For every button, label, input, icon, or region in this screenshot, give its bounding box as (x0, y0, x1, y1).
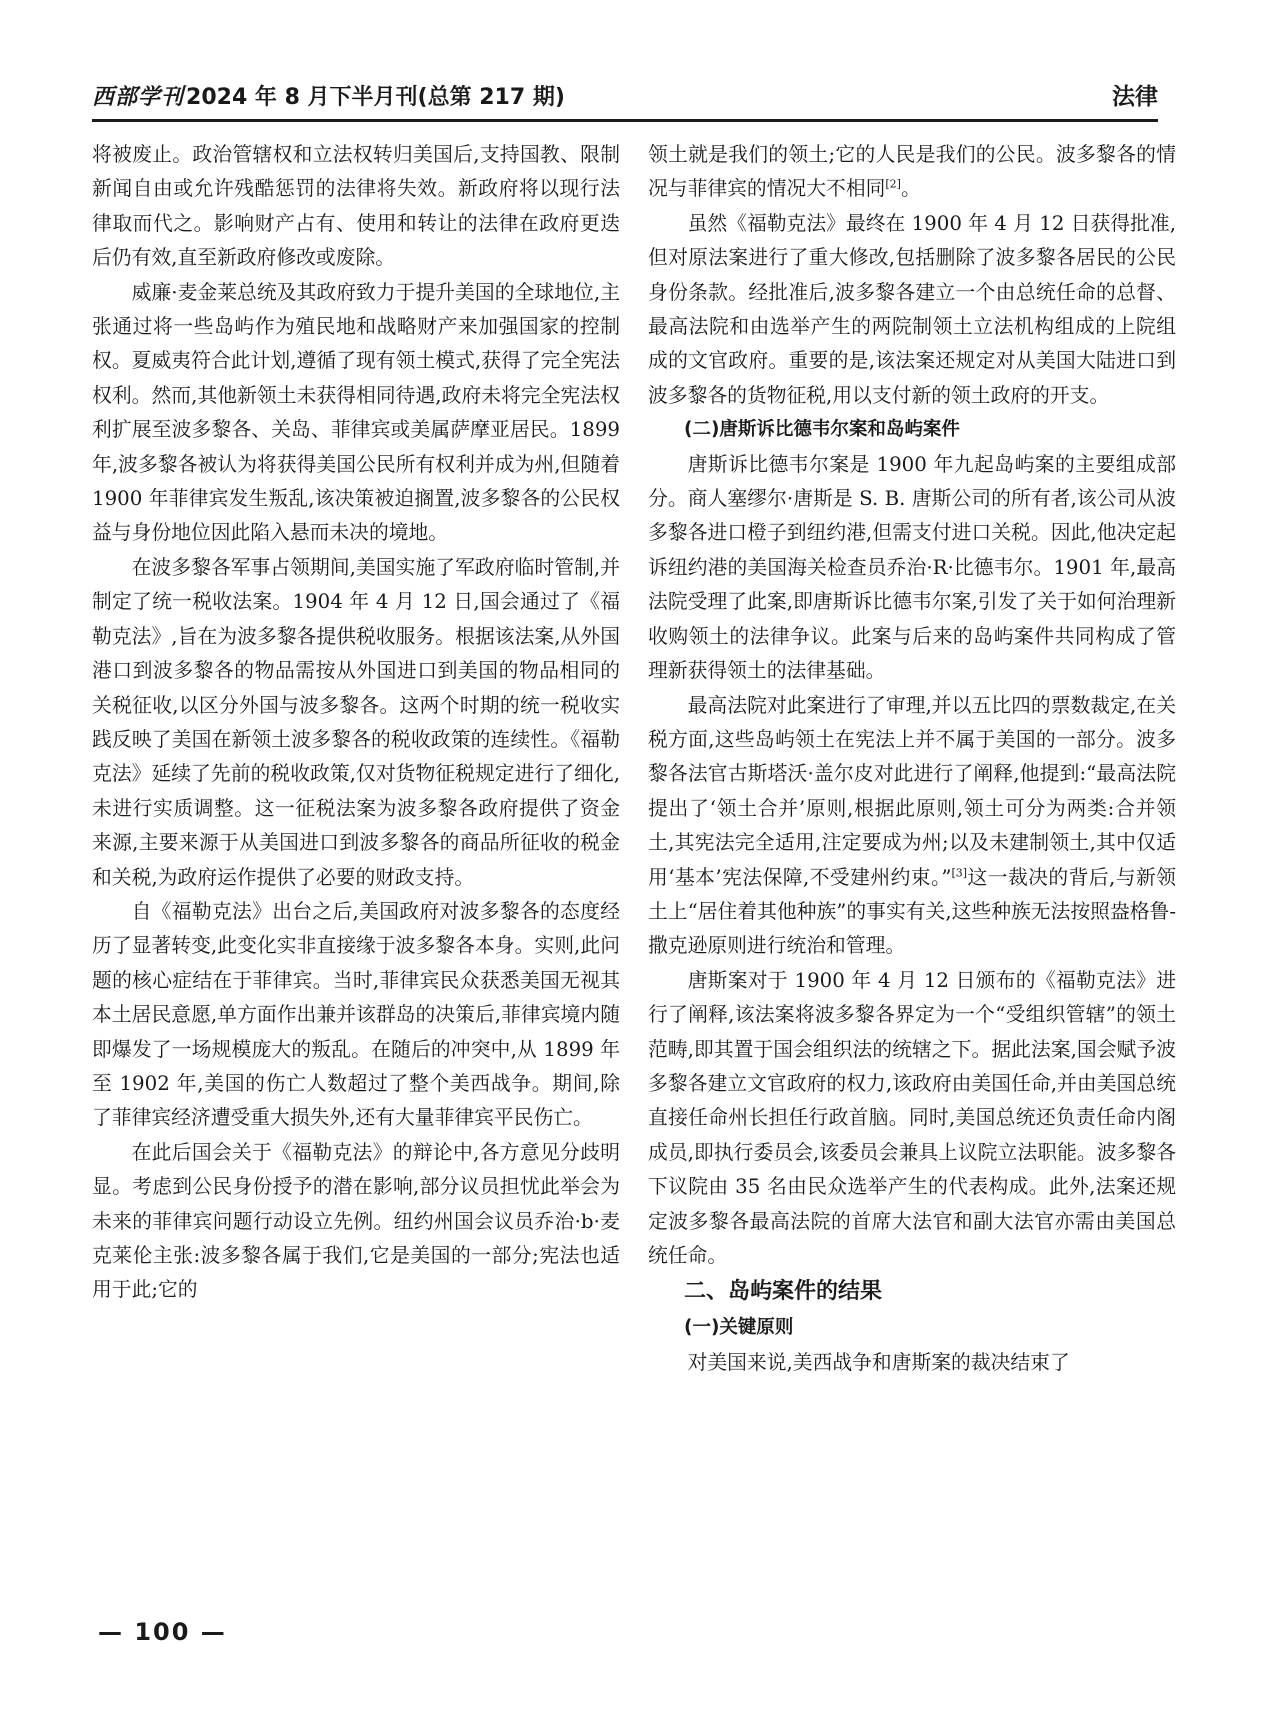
section-heading: 二、岛屿案件的结果 (684, 1279, 883, 1305)
left-column (92, 138, 620, 1308)
page-number: — 100 — (98, 1618, 227, 1646)
journal-masthead (92, 83, 565, 112)
citation: [2] (885, 177, 901, 191)
paragraph: 在此后国会关于《福勒克法》的辩论中,各方意见分歧明显。考虑到公民身份授予的潜在影响,部分议员担忧此举会为未来的菲律宾问题行动设立先例。纽约州国会议员乔治·b·麦克莱伦主张:波多黎各属于我们,它是美国的一部分;宪法也适用于此;它的 (92, 1140, 620, 1302)
paragraph: 虽然《福勒克法》最终在 1900 年 4 月 12 日获得批准,但对原法案进行了重大修改,包括删除了波多黎各居民的公民身份条款。经批准后,波多黎各建立一个由总统任命的总督、最高法院和由选举产生的两院制领土立法机构组成的上院组成的文官政府。重要的是,该法案还规定对从美国大陆进口到波多黎各的货物征税,用以支付新的领土政府的开支。 (648, 211, 1176, 407)
paragraph: 对美国来说,美西战争和唐斯案的裁决结束了 (687, 1350, 1070, 1374)
paragraph: 唐斯案对于 1900 年 4 月 12 日颁布的《福勒克法》进行了阐释,该法案将波多黎各界定为一个“受组织管辖”的领土范畴,即其置于国会组织法的统辖之下。据此法案,国会赋予波多黎各建立文官政府的权力,该政府由美国任命,并由美国总统直接任命州长担任行政首脑。同时,美国总统还负责任命内阁成员,即执行委员会,该委员会兼具上议院立法职能。波多黎各下议院由 35 名由民众选举产生的代表构成。此外,法案还规定波多黎各最高法院的首席大法官和副大法官亦需由美国总统任命。 (648, 968, 1176, 1267)
subsection-heading: (二)唐斯诉比德韦尔案和岛屿案件 (684, 419, 960, 441)
paragraph: 在波多黎各军事占领期间,美国实施了军政府临时管制,并制定了统一税收法案。1904 年 4 月 12 日,国会通过了《福勒克法》,旨在为波多黎各提供税收服务。根据该法案,从外国港口到波多黎各的物品需按从外国进口到美国的物品相同的关税征收,以区分外国与波多黎各。这两个时期的统一税收实践反映了美国在新领土波多黎各的税收政策的连续性。《福勒克法》延续了先前的税收政策,仅对货物征税规定进行了细化,未进行实质调整。这一征税法案为波多黎各政府提供了资金来源,主要来源于从美国进口到波多黎各的商品所征收的税金和关税,为政府运作提供了必要的财政支持。 (92, 555, 620, 889)
paragraph (648, 689, 1176, 964)
paragraph (648, 138, 1176, 207)
journal-logo: 西部学刊 (92, 84, 185, 110)
page-header (92, 83, 1158, 119)
right-column (648, 138, 1176, 1380)
paragraph-text: 最高法院对此案进行了审理,并以五比四的票数裁定,在关税方面,这些岛屿领土在宪法上并不属于美国的一部分。波多黎各法官古斯塔沃·盖尔皮对此进行了阐释,他提到:“最高法院提出了‘领土合并’原则,根据此原则,领土可分为两类:合并领土,其宪法完全适用,注定要成为州;以及未建制领土,其中仅适用‘基本’宪法保障,不受建州约束。” (648, 693, 1176, 889)
subsection-heading: (一)关键原则 (684, 1317, 794, 1339)
paragraph: 威廉·麦金莱总统及其政府致力于提升美国的全球地位,主张通过将一些岛屿作为殖民地和战略财产来加强国家的控制权。夏威夷符合此计划,遵循了现有领土模式,获得了完全宪法权利。然而,其他新领土未获得相同待遇,政府未将完全宪法权利扩展至波多黎各、关岛、菲律宾或美属萨摩亚居民。1899 年,波多黎各被认为将获得美国公民所有权利并成为州,但随着 1900 年菲律宾发生叛乱,该决策被迫搁置,波多黎各的公民权益与身份地位因此陷入悬而未决的境地。 (92, 280, 620, 545)
citation: [3] (951, 865, 968, 879)
paragraph-text: 领土就是我们的领土;它的人民是我们的公民。波多黎各的情况与菲律宾的情况大不相同 (648, 143, 1176, 201)
paragraph-text: 。 (900, 177, 921, 201)
paragraph: 将被废止。政治管辖权和立法权转归美国后,支持国教、限制新闻自由或允许残酷惩罚的法律将失效。新政府将以现行法律取而代之。影响财产占有、使用和转让的法律在政府更迭后仍有效,直至新政府修改或废除。 (92, 143, 620, 270)
paragraph-text: 这一裁决的背后,与新领土上“居住着其他种族”的事实有关,这些种族无法按照盎格鲁-撒克逊原则进行统治和管理。 (648, 865, 1176, 958)
issue-info: 2024 年 8 月下半月刊(总第 217 期) (186, 85, 565, 110)
paragraph: 自《福勒克法》出台之后,美国政府对波多黎各的态度经历了显著转变,此变化实非直接缘于波多黎各本身。实则,此问题的核心症结在于菲律宾。当时,菲律宾民众获悉美国无视其本土居民意愿,单方面作出兼并该群岛的决策后,菲律宾境内随即爆发了一场规模庞大的叛乱。在随后的冲突中,从 1899 年至 1902 年,美国的伤亡人数超过了整个美西战争。期间,除了菲律宾经济遭受重大损失外,还有大量菲律宾平民伤亡。 (92, 899, 620, 1130)
header-rule (92, 119, 1158, 122)
paragraph: 唐斯诉比德韦尔案是 1900 年九起岛屿案的主要组成部分。商人塞缪尔·唐斯是 S. B. 唐斯公司的所有者,该公司从波多黎各进口橙子到纽约港,但需支付进口关税。因此,他决定起诉纽约港的美国海关检查员乔治·R·比德韦尔。1901 年,最高法院受理了此案,即唐斯诉比德韦尔案,引发了关于如何治理新收购领土的法律争议。此案与后来的岛屿案件共同构成了管理新获得领土的法律基础。 (648, 452, 1176, 683)
section-label: 法律 (1112, 84, 1158, 110)
